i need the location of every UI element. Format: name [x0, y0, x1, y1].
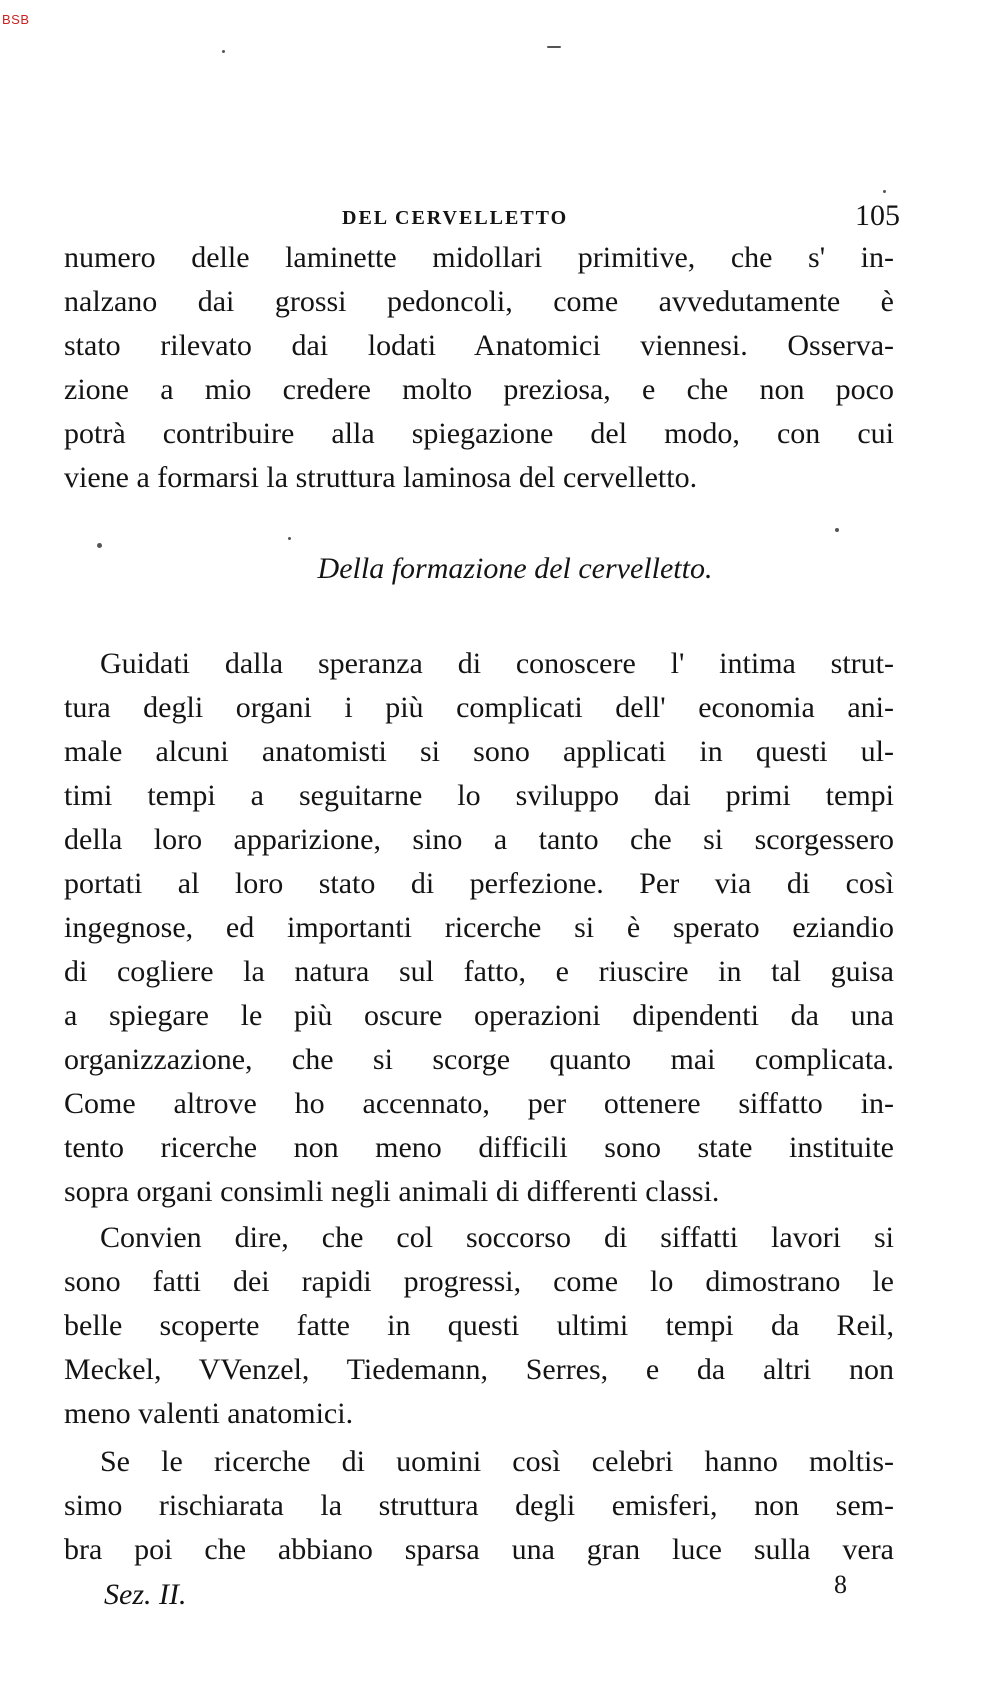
text-line: di cogliere la natura sul fatto, e riuscire in tal guisa	[64, 955, 894, 988]
speck-mark	[97, 543, 102, 548]
text-line: ingegnose, ed importanti ricerche si è sperato eziandio	[64, 911, 894, 944]
text-line: portati al loro stato di perfezione. Per via di così	[64, 867, 894, 900]
speck-mark	[883, 190, 886, 193]
speck-mark	[835, 528, 839, 532]
text-line: potrà contribuire alla spiegazione del modo, con cui	[64, 417, 894, 450]
text-line: nalzano dai grossi pedoncoli, come avvedutamente è	[64, 285, 894, 318]
text-line: viene a formarsi la struttura laminosa del cervelletto.	[64, 461, 698, 494]
library-watermark: BSB	[2, 12, 30, 27]
text-line: Guidati dalla speranza di conoscere l' intima strut-	[100, 647, 894, 680]
text-line: sopra organi consimli negli animali di differenti classi.	[64, 1175, 720, 1208]
text-line: tura degli organi i più complicati dell' economia ani-	[64, 691, 894, 724]
text-line: della loro apparizione, sino a tanto che si scorgessero	[64, 823, 894, 856]
speck-mark	[547, 46, 561, 48]
text-line: zione a mio credere molto preziosa, e che non poco	[64, 373, 894, 406]
text-line: Se le ricerche di uomini così celebri hanno moltis-	[100, 1445, 894, 1478]
text-line: sono fatti dei rapidi progressi, come lo dimostrano le	[64, 1265, 894, 1298]
text-line: a spiegare le più oscure operazioni dipendenti da una	[64, 999, 894, 1032]
text-line: male alcuni anatomisti si sono applicati in questi ul-	[64, 735, 894, 768]
text-line: simo rischiarata la struttura degli emisferi, non sem-	[64, 1489, 894, 1522]
text-line: tento ricerche non meno difficili sono state instituite	[64, 1131, 894, 1164]
text-line: numero delle laminette midollari primitive, che s' in-	[64, 241, 894, 274]
text-line: belle scoperte fatte in questi ultimi tempi da Reil,	[64, 1309, 894, 1342]
text-line: bra poi che abbiano sparsa una gran luce sulla vera	[64, 1533, 894, 1566]
text-line: meno valenti anatomici.	[64, 1397, 354, 1430]
text-line: Convien dire, che col soccorso di siffatti lavori si	[100, 1221, 894, 1254]
text-line: stato rilevato dai lodati Anatomici viennesi. Osserva-	[64, 329, 894, 362]
running-title: DEL CERVELLETTO	[342, 207, 569, 229]
page-number: 105	[855, 199, 900, 232]
speck-mark	[288, 537, 291, 540]
signature-mark: Sez. II.	[104, 1578, 187, 1611]
text-line: Come altrove ho accennato, per ottenere siffatto in-	[64, 1087, 894, 1120]
gathering-mark: 8	[834, 1570, 847, 1599]
page-header	[60, 199, 900, 239]
text-line: organizzazione, che si scorge quanto mai complicata.	[64, 1043, 894, 1076]
text-line: Meckel, VVenzel, Tiedemann, Serres, e da altri non	[64, 1353, 894, 1386]
speck-mark	[222, 50, 225, 53]
text-line: timi tempi a seguitarne lo sviluppo dai primi tempi	[64, 779, 894, 812]
section-heading: Della formazione del cervelletto.	[317, 552, 713, 585]
